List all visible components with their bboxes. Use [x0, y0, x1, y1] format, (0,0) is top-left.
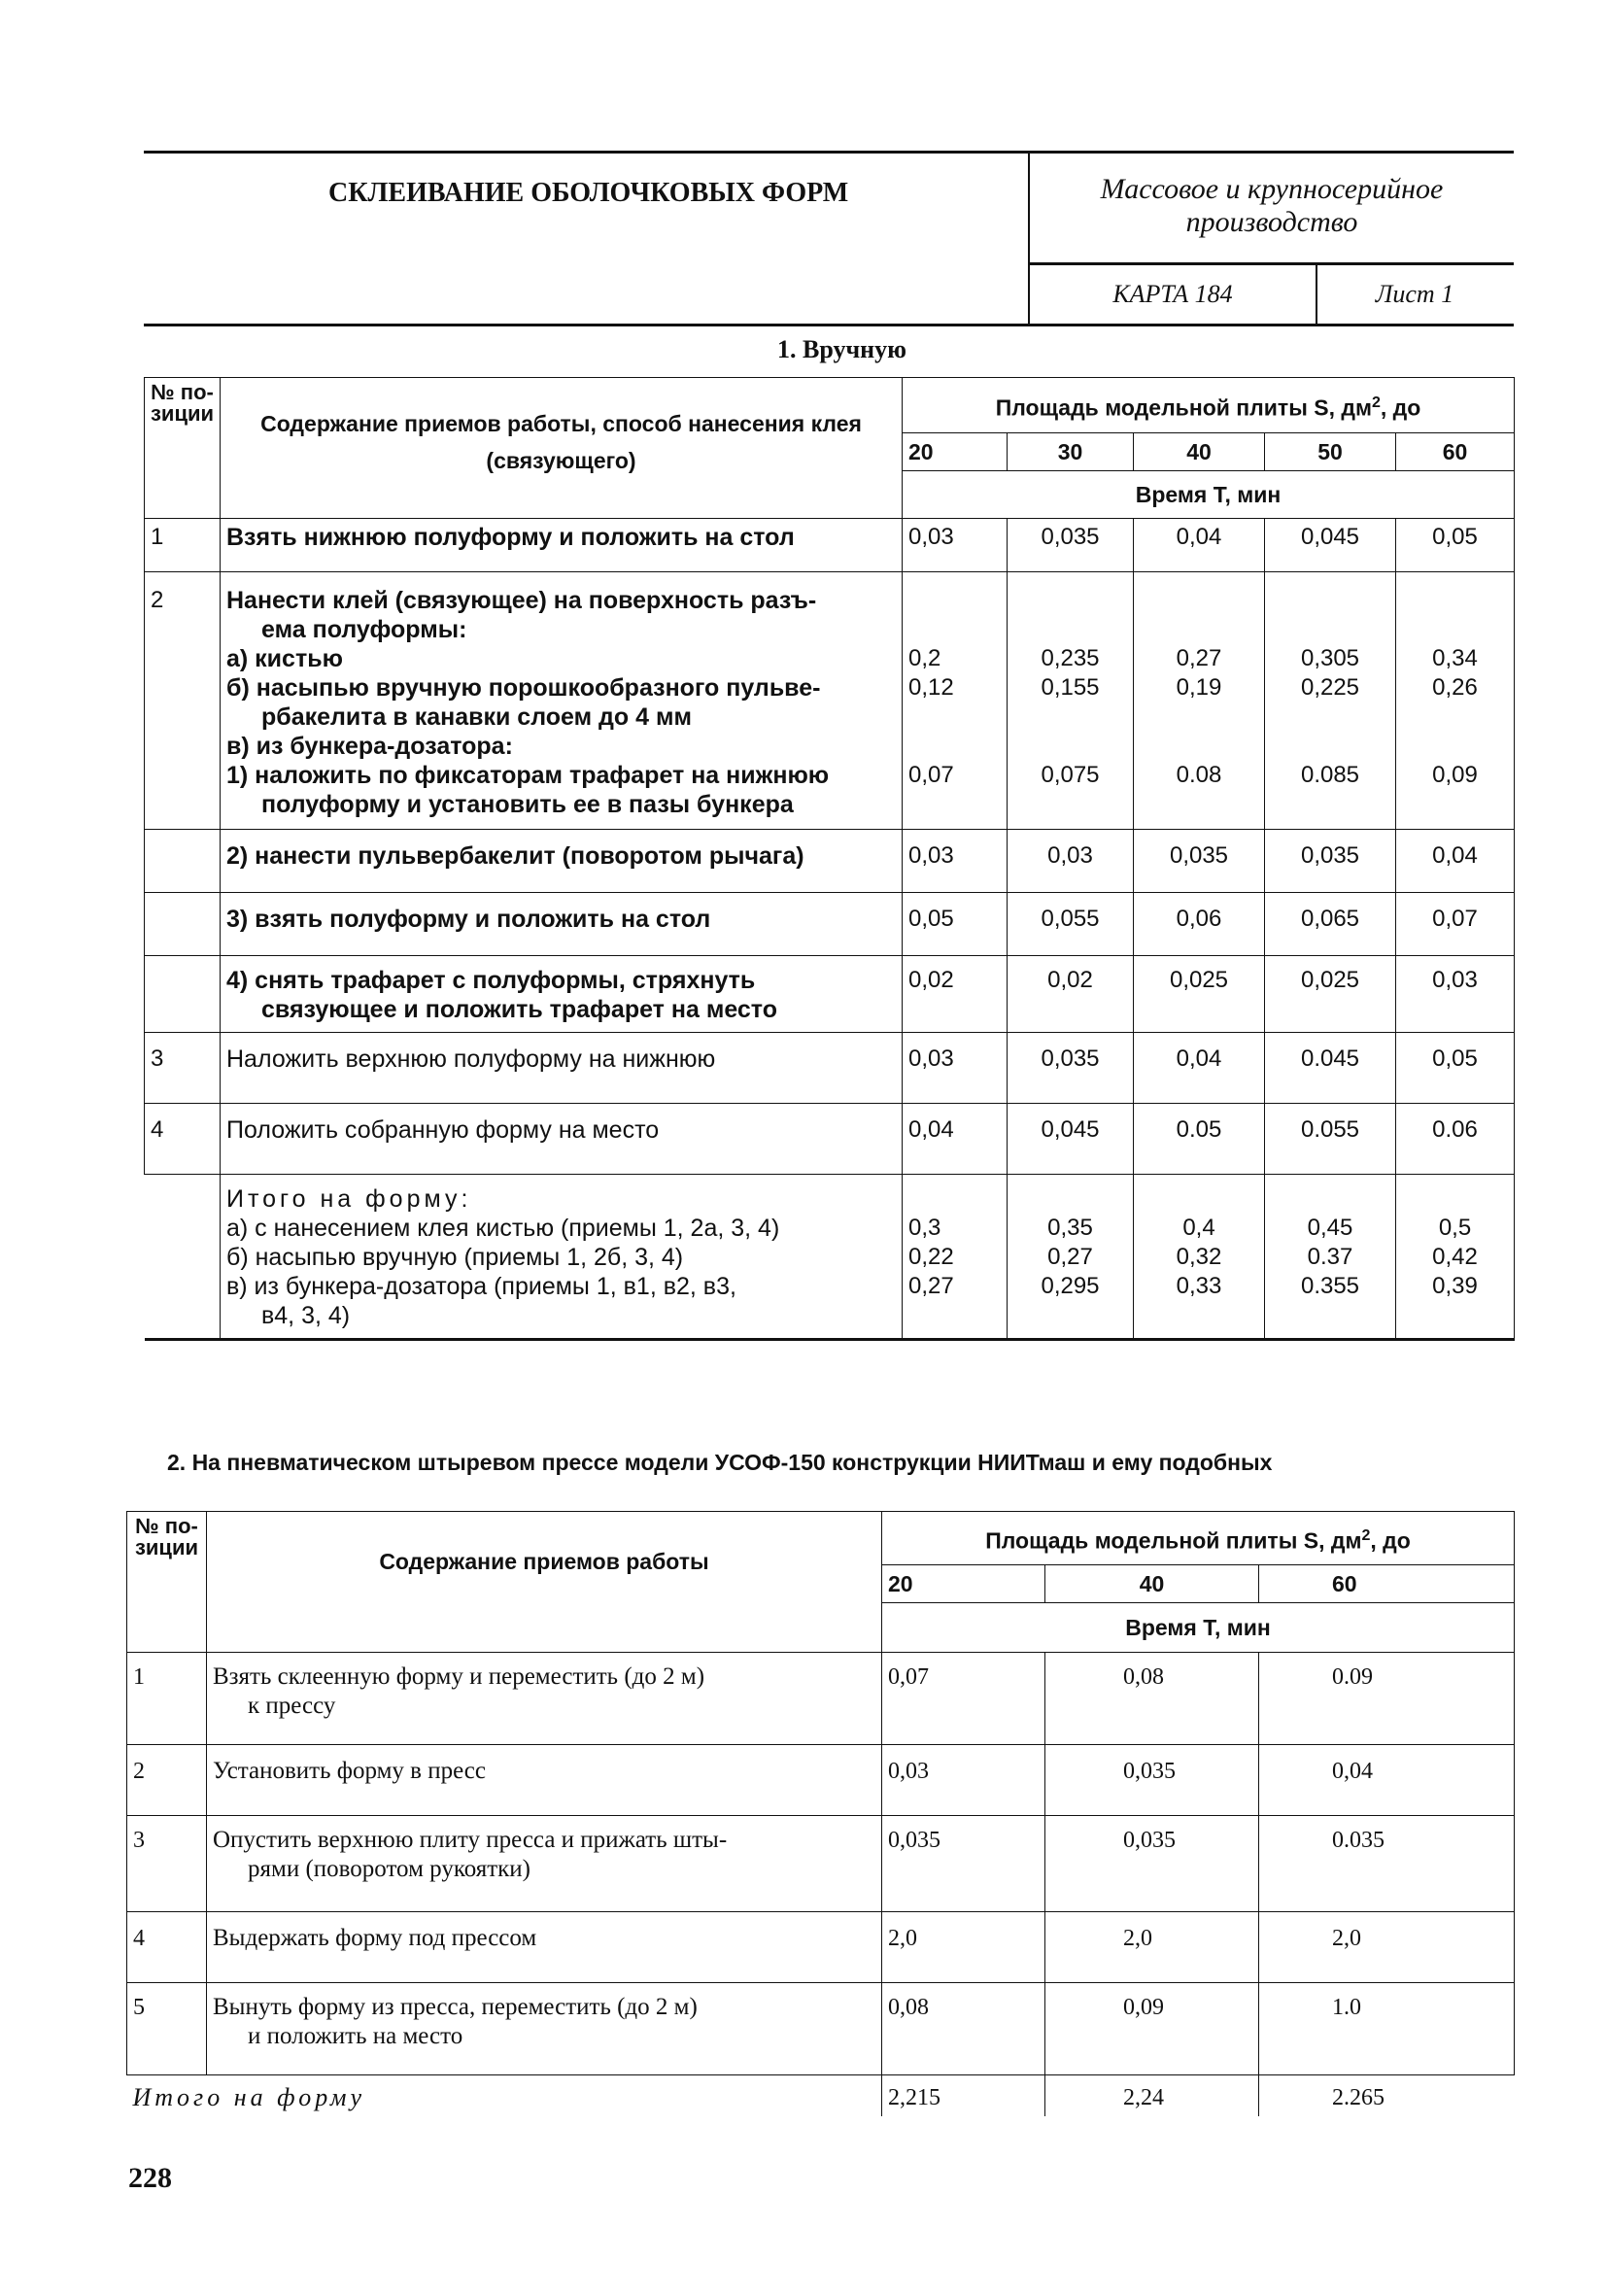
section1-area-50: 50: [1265, 433, 1396, 471]
row-subitem-a: а) кистью: [226, 645, 343, 672]
table-row: [145, 1033, 1515, 1104]
row-value: 0.045: [1265, 1033, 1396, 1104]
total-value: 2,24: [1045, 2075, 1259, 2117]
row-value: 0,07: [882, 1653, 1045, 1745]
table-row: [145, 572, 1515, 830]
total-value: 0,22: [908, 1244, 954, 1270]
row-content: [207, 1912, 882, 1983]
row-value: 0,04: [1396, 830, 1515, 893]
spacer: [1271, 703, 1389, 761]
row-text: к прессу: [248, 1693, 336, 1719]
total-c-label: в) из бункера-дозатора (приемы 1, в1, в2, в3,: [226, 1273, 736, 1300]
row-value: 0,235: [1041, 645, 1100, 671]
section1-area-20: 20: [903, 433, 1008, 471]
total-pos: [145, 1175, 221, 1340]
row-text: Наложить верхнюю полуформу на нижнюю: [226, 1045, 716, 1073]
total-value: 0,27: [908, 1273, 954, 1299]
row-values-col20: [903, 572, 1008, 830]
row-pos: [145, 830, 221, 893]
total-value: 0,42: [1432, 1244, 1478, 1270]
section1-title: 1. Вручную: [777, 335, 906, 363]
row-value: 0,035: [1008, 1033, 1134, 1104]
row-text: ема полуформы:: [261, 616, 467, 643]
row-text: Положить собранную форму на место: [226, 1116, 660, 1144]
header-title-cell: [144, 154, 1028, 324]
row-text: Выдержать форму под прессом: [213, 1925, 537, 1951]
section2-area-60: 60: [1259, 1565, 1515, 1603]
row-value: 0,2: [908, 645, 941, 671]
section2-title: 2. На пневматическом штыревом прессе модели УСОФ-150 конструкции НИИТмаш и ему подобных: [167, 1450, 1273, 1475]
row-value: 0,155: [1041, 674, 1100, 701]
total-label: [127, 2075, 882, 2117]
row-value: 0,055: [1008, 893, 1134, 956]
row-subitem-b: рбакелита в канавки слоем до 4 мм: [261, 703, 692, 731]
total-value: 0,32: [1176, 1244, 1222, 1270]
table-row: [145, 956, 1515, 1033]
row-value: 0,035: [1045, 1745, 1259, 1816]
total-label-text: Итого на форму: [132, 2083, 366, 2111]
section1-col-pos: № по-зиции: [145, 378, 221, 519]
row-text: Установить форму в пресс: [213, 1758, 486, 1784]
row-value: 1.0: [1259, 1983, 1515, 2075]
spacer: [908, 703, 1001, 761]
row-value: 2,0: [1259, 1912, 1515, 1983]
row-value: 0,04: [1134, 1033, 1265, 1104]
row-content: [221, 1104, 903, 1175]
row-value: 0,03: [903, 830, 1008, 893]
row-pos: 4: [145, 1104, 221, 1175]
row-pos: 3: [127, 1816, 207, 1912]
row-content: [221, 893, 903, 956]
table-row: [145, 1104, 1515, 1175]
section1-col-content: Содержание приемов работы, способ нанесения клея (связующего): [221, 378, 903, 519]
row-content: [207, 1983, 882, 2075]
section2-area-40: 40: [1045, 1565, 1259, 1603]
total-b-label: б) насыпью вручную (приемы 1, 2б, 3, 4): [226, 1244, 684, 1271]
row-pos: 5: [127, 1983, 207, 2075]
row-pos: [145, 893, 221, 956]
section1-area-40: 40: [1134, 433, 1265, 471]
spacer: [1013, 703, 1127, 761]
row-value: 0,19: [1176, 674, 1222, 701]
row-content: [221, 572, 903, 830]
section1-header-row: [145, 378, 1515, 433]
row-value: 0,225: [1300, 674, 1360, 701]
row-value: 0.08: [1176, 762, 1222, 788]
total-value: 0,3: [908, 1215, 941, 1241]
total-value: 0,45: [1307, 1215, 1353, 1241]
row-value: 0,05: [1396, 519, 1515, 572]
row-value: 0,04: [1134, 519, 1265, 572]
total-value: 2,215: [882, 2075, 1045, 2117]
section2-col-pos: № по-зиции: [127, 1512, 207, 1653]
total-value: 0,33: [1176, 1273, 1222, 1299]
total-value: 0,5: [1438, 1215, 1472, 1241]
row-value: 0.085: [1300, 762, 1360, 788]
row-value: 0,075: [1041, 762, 1100, 788]
section2-area-label: Площадь модельной плиты S, дм: [985, 1527, 1362, 1554]
row-values-col40: [1134, 572, 1265, 830]
section2-area-suffix: , до: [1370, 1527, 1411, 1554]
row-text: 4) снять трафарет с полуформы, стряхнуть: [226, 967, 756, 994]
total-value: 2.265: [1259, 2075, 1515, 2117]
row-content: [207, 1745, 882, 1816]
total-label: Итого на форму:: [226, 1185, 472, 1213]
row-value: 0,035: [882, 1816, 1045, 1912]
row-value: 0.09: [1259, 1653, 1515, 1745]
section1-col-area: [903, 378, 1515, 433]
section1-table: [144, 377, 1515, 1341]
row-pos: 2: [145, 572, 221, 830]
spacer: [1402, 703, 1508, 761]
row-value: 0,27: [1176, 645, 1222, 671]
table-row: [127, 1653, 1515, 1745]
row-text: связующее и положить трафарет на место: [261, 996, 777, 1023]
row-subitem-c1: полуформу и установить ее в пазы бункера: [261, 791, 794, 818]
row-text: и положить на место: [248, 2023, 463, 2049]
total-value: 0,39: [1432, 1273, 1478, 1299]
total-c-label: в4, 3, 4): [261, 1302, 351, 1329]
section2-total-row: [127, 2075, 1515, 2117]
row-value: 0,305: [1300, 645, 1360, 671]
total-value: 0,35: [1047, 1215, 1093, 1241]
row-value: 0,04: [903, 1104, 1008, 1175]
row-pos: 1: [145, 519, 221, 572]
row-value: 0,025: [1134, 956, 1265, 1033]
row-value: 0,08: [882, 1983, 1045, 2075]
total-a-label: а) с нанесением клея кистью (приемы 1, 2а, 3, 4): [226, 1215, 780, 1242]
row-subitem-b: б) насыпью вручную порошкообразного пульве-: [226, 674, 821, 702]
row-text: Опустить верхнюю плиту пресса и прижать шты-: [213, 1827, 728, 1853]
row-value: 0,065: [1265, 893, 1396, 956]
total-values-col20: [903, 1175, 1008, 1340]
row-value: 0,025: [1265, 956, 1396, 1033]
row-content: [221, 1033, 903, 1104]
row-content: [221, 956, 903, 1033]
row-value: 0,02: [1008, 956, 1134, 1033]
row-value: 0.05: [1134, 1104, 1265, 1175]
row-value: 0,02: [903, 956, 1008, 1033]
row-value: 0,26: [1432, 674, 1478, 701]
total-values-col30: [1008, 1175, 1134, 1340]
row-value: 2,0: [882, 1912, 1045, 1983]
total-values-col60: [1396, 1175, 1515, 1340]
row-value: 0,03: [1396, 956, 1515, 1033]
row-value: 0,06: [1134, 893, 1265, 956]
row-text: Взять нижнюю полуформу и положить на стол: [226, 524, 795, 551]
row-values-col30: [1008, 572, 1134, 830]
page-number: 228: [128, 2162, 172, 2194]
row-value: 0,035: [1134, 830, 1265, 893]
total-value: 0.355: [1300, 1273, 1360, 1299]
row-value: 0,34: [1432, 645, 1478, 671]
table-row: [127, 1912, 1515, 1983]
table-row: [127, 1816, 1515, 1912]
total-content: [221, 1175, 903, 1340]
table-row: [127, 1745, 1515, 1816]
total-value: 0.37: [1307, 1244, 1353, 1270]
section2-time-label: Время Т, мин: [882, 1603, 1515, 1653]
row-value: 0,05: [1396, 1033, 1515, 1104]
row-content: [207, 1816, 882, 1912]
row-pos: 1: [127, 1653, 207, 1745]
section2-col-area: [882, 1512, 1515, 1565]
row-value: 0,09: [1045, 1983, 1259, 2075]
row-text: Взять склеенную форму и переместить (до 2 м): [213, 1663, 705, 1690]
row-value: 0.035: [1259, 1816, 1515, 1912]
card-number: КАРТА 184: [1030, 265, 1317, 324]
section1-time-label: Время Т, мин: [903, 471, 1515, 519]
section2-table: [126, 1511, 1515, 2116]
row-pos: 4: [127, 1912, 207, 1983]
row-value: 0,07: [1396, 893, 1515, 956]
total-values-col50: [1265, 1175, 1396, 1340]
row-subitem-c: в) из бункера-дозатора:: [226, 733, 513, 760]
section2-area-20: 20: [882, 1565, 1045, 1603]
section1-area-sup: 2: [1371, 394, 1381, 411]
row-value: 0,035: [1045, 1816, 1259, 1912]
header-right-cell: [1028, 154, 1514, 324]
row-value: 0,03: [1008, 830, 1134, 893]
section1-area-suffix: , до: [1380, 394, 1421, 421]
section1-area-30: 30: [1008, 433, 1134, 471]
row-value: 0,07: [908, 762, 954, 788]
row-value: 0,03: [903, 519, 1008, 572]
row-value: 0,05: [903, 893, 1008, 956]
row-values-col60: [1396, 572, 1515, 830]
row-value: 2,0: [1045, 1912, 1259, 1983]
row-pos: 3: [145, 1033, 221, 1104]
row-pos: 2: [127, 1745, 207, 1816]
section1-area-60: 60: [1396, 433, 1515, 471]
total-values-col40: [1134, 1175, 1265, 1340]
row-subitem-c1: 1) наложить по фиксаторам трафарет на нижнюю: [226, 762, 830, 789]
table-row: [145, 830, 1515, 893]
row-value: 0,12: [908, 674, 954, 701]
row-value: 0,035: [1265, 830, 1396, 893]
row-value: 0,03: [882, 1745, 1045, 1816]
row-text: 3) взять полуформу и положить на стол: [226, 906, 711, 933]
row-value: 0,045: [1265, 519, 1396, 572]
row-value: 0,08: [1045, 1653, 1259, 1745]
row-value: 0,03: [903, 1033, 1008, 1104]
table-row: [145, 893, 1515, 956]
section1-area-label: Площадь модельной плиты S, дм: [995, 394, 1372, 421]
row-text: 2) нанести пульвербакелит (поворотом рычага): [226, 842, 804, 870]
header-card-row: [1030, 262, 1514, 324]
spacer: [1140, 703, 1258, 761]
row-content: [207, 1653, 882, 1745]
row-value: 0,09: [1432, 762, 1478, 788]
section2-col-content: Содержание приемов работы: [207, 1512, 882, 1653]
row-pos: [145, 956, 221, 1033]
row-text: Вынуть форму из пресса, переместить (до 2 м): [213, 1994, 698, 2020]
row-value: 0,04: [1259, 1745, 1515, 1816]
table-row: [127, 1983, 1515, 2075]
row-value: 0.06: [1396, 1104, 1515, 1175]
total-value: 0,4: [1182, 1215, 1215, 1241]
row-text: рями (поворотом рукоятки): [248, 1856, 530, 1882]
row-content: [221, 830, 903, 893]
production-type-line2: производство: [1185, 206, 1358, 238]
row-text: Нанести клей (связующее) на поверхность разъ-: [226, 587, 817, 614]
document-title: СКЛЕИВАНИЕ ОБОЛОЧКОВЫХ ФОРМ: [328, 178, 849, 208]
total-value: 0,295: [1041, 1273, 1100, 1299]
production-type-line1: Массовое и крупносерийное: [1100, 173, 1444, 205]
row-value: 0,045: [1008, 1104, 1134, 1175]
row-value: 0,035: [1008, 519, 1134, 572]
total-value: 0,27: [1047, 1244, 1093, 1270]
row-value: 0.055: [1265, 1104, 1396, 1175]
section2-area-sup: 2: [1361, 1526, 1371, 1544]
table-row: [145, 519, 1515, 572]
sheet-number: Лист 1: [1375, 280, 1454, 308]
section2-header-row: [127, 1512, 1515, 1565]
card-header: [144, 151, 1514, 326]
production-type: [1030, 173, 1514, 239]
row-values-col50: [1265, 572, 1396, 830]
row-content: [221, 519, 903, 572]
section1-total-row: [145, 1175, 1515, 1340]
